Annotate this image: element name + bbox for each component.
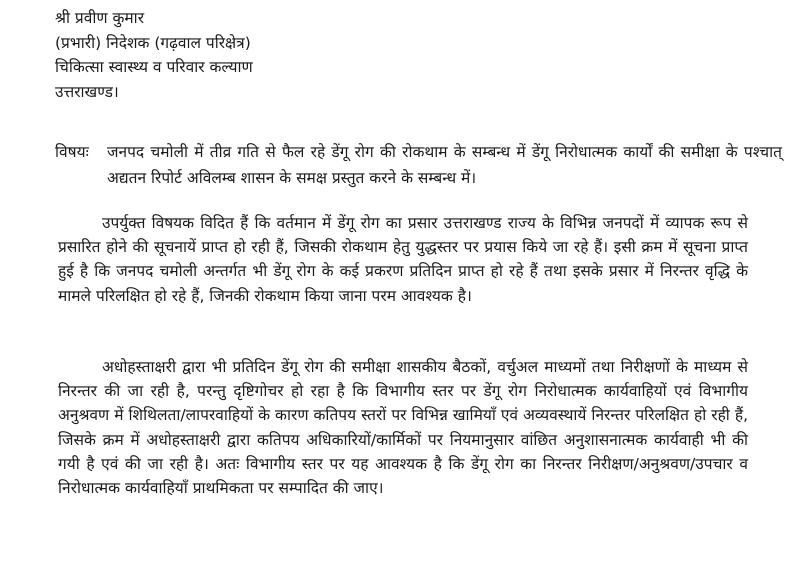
- subject-label: विषयः: [55, 143, 89, 161]
- body-paragraph-2: अधोहस्ताक्षरी द्वारा भी प्रतिदिन डेंगू रोग की समीक्षा शासकीय बैठकों, वर्चुअल माध्यमों तथा निरीक्षणों के माध्यम से निरन्तर की जा रही है, परन्तु दृष्टिगोचर हो रहा है कि विभागीय स्तर पर डेंगू रोग निरोधात्मक कार्यवाहियों एवं विभागीय अनुश्रवण में शिथिलता/लापरवाहियों के कारण कतिपय स्तरों पर विभिन्न खामियाँ एवं अव्यवस्थायें निरन्तर परिलक्षित हो रही हैं, जिसके क्रम में अधोहस्ताक्षरी द्वारा कतिपय अधिकारियों/कार्मिकों पर नियमानुसार वांछित अनुशासनात्मक कार्यवाही भी की गयी है एवं की जा रही है। अतः विभागीय स्तर पर यह आवश्यक है कि डेंगू रोग का निरन्तर निरीक्षण/अनुश्रवण/उपचार व निरोधात्मक कार्यवाहियाँ प्राथमिकता पर सम्पादित की जाए।: [58, 358, 748, 498]
- recipient-name: श्री प्रवीण कुमार: [55, 9, 145, 27]
- recipient-designation: (प्रभारी) निदेशक (गढ़वाल परिक्षेत्र): [55, 33, 251, 52]
- recipient-department: चिकित्सा स्वास्थ्य व परिवार कल्याण: [55, 58, 253, 76]
- recipient-address: [55, 6, 253, 104]
- recipient-state: उत्तराखण्ड।: [55, 82, 119, 101]
- body-paragraph-1: उपर्युक्त विषयक विदित हैं कि वर्तमान में डेंगू रोग का प्रसार उत्तराखण्ड राज्य के विभिन्न जनपदों में व्यापक रूप से प्रसारित होने की सूचनायें प्राप्त हो रही हैं, जिसकी रोकथाम हेतु युद्धस्तर पर प्रयास किये जा रहे हैं। इसी क्रम में सूचना प्राप्त हुई है कि जनपद चमोली अन्तर्गत भी डेंगू रोग के कई प्रकरण प्रतिदिन प्राप्त हो रहे हैं तथा इसके प्रसार में निरन्तर वृद्धि के मामले परिलक्षित हो रहे हैं, जिनकी रोकथाम किया जाना परम आवश्यक है।: [58, 214, 748, 305]
- subject-text: जनपद चमोली में तीव्र गति से फैल रहे डेंगू रोग की रोकथाम के सम्बन्ध में डेंगू निरोधात्मक कार्यों की समीक्षा के पश्चात् अद्यतन रिपोर्ट अविलम्ब शासन के समक्ष प्रस्तुत करने के सम्बन्ध में।: [107, 143, 782, 187]
